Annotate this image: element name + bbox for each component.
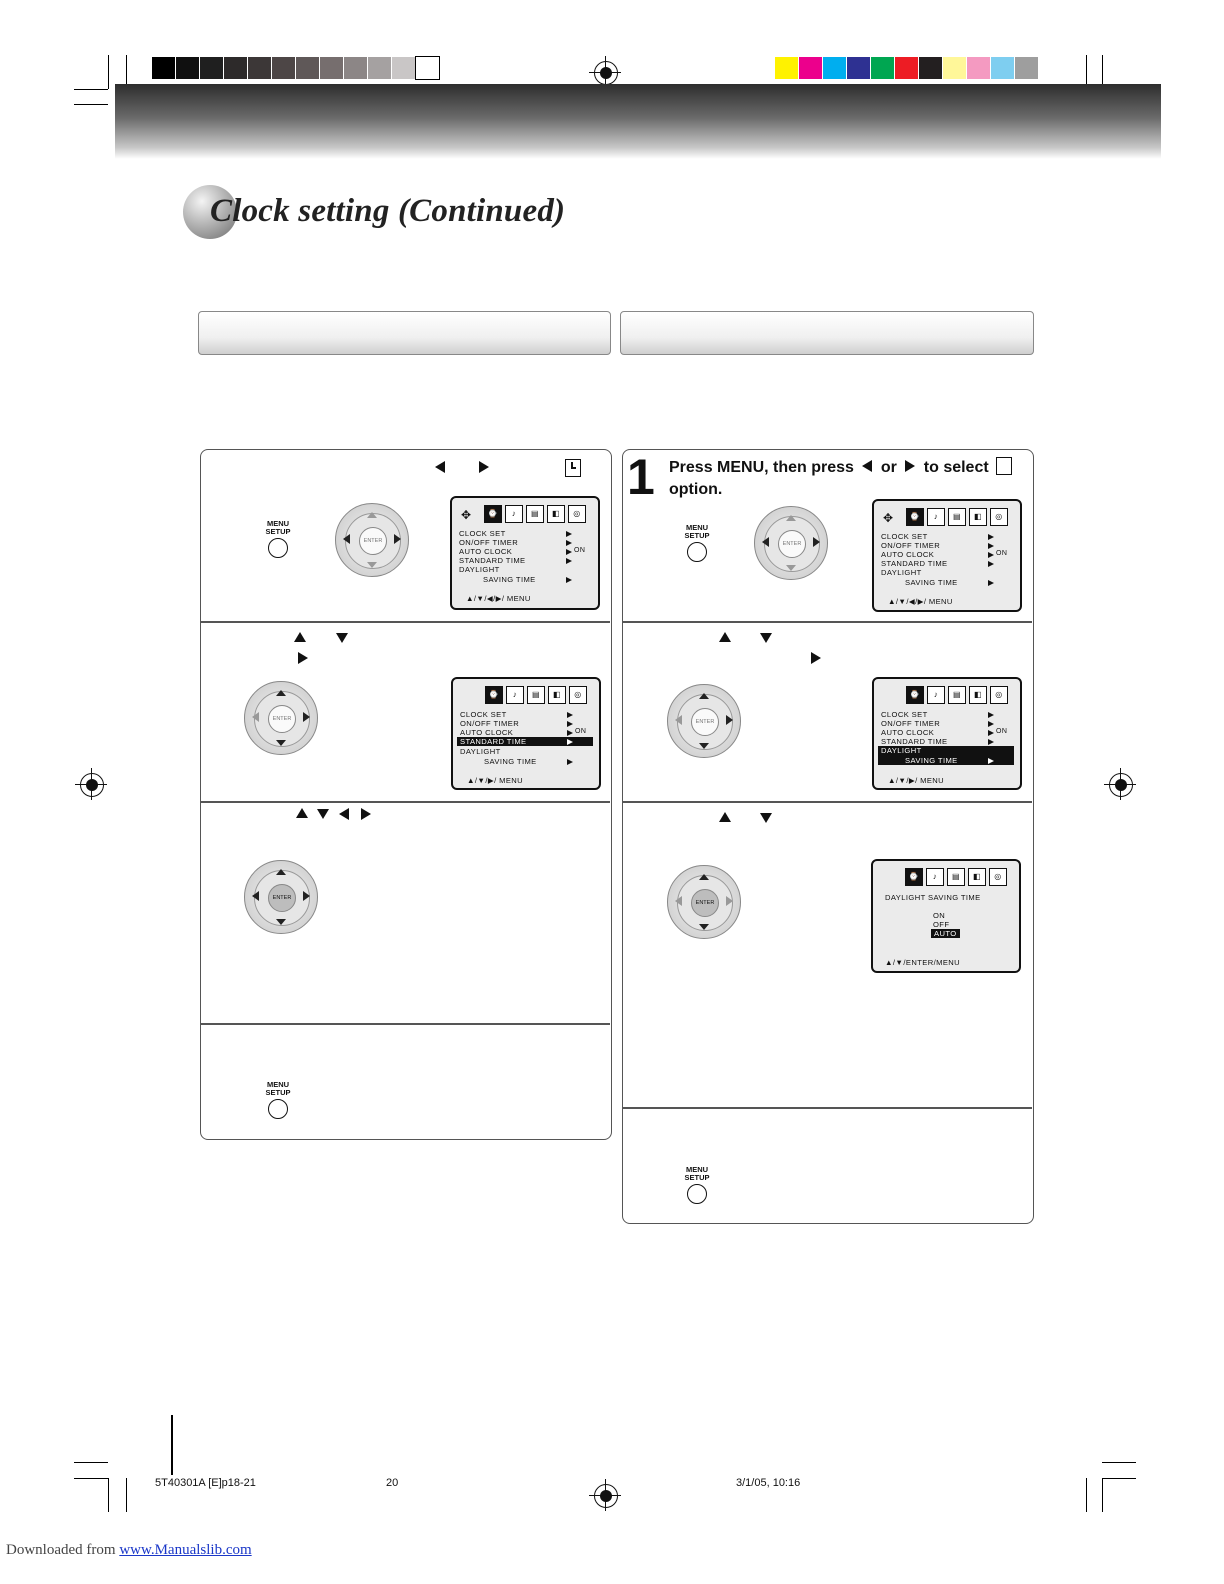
step-number: 1 (627, 449, 655, 505)
picture-tab-icon: ♪ (506, 686, 524, 704)
down-arrow-icon (699, 743, 709, 749)
submenu-arrow-icon (567, 759, 573, 765)
osd-option-on: ON (933, 911, 946, 920)
submenu-arrow-icon (988, 758, 994, 764)
enter-button[interactable]: ENTER (778, 530, 806, 558)
right-section-tab (620, 311, 1034, 355)
right-arrow-icon (479, 461, 489, 473)
lock-tab-icon: ◧ (968, 868, 986, 886)
right-arrow-icon (726, 896, 733, 906)
left-arrow-icon (675, 896, 682, 906)
clock-tab-icon: ⌚ (905, 868, 923, 886)
calibration-swatch (320, 57, 343, 79)
osd-option-auto-selected: AUTO (931, 929, 960, 938)
osd-saving-time: SAVING TIME (484, 757, 537, 766)
enter-button[interactable]: ENTER (268, 705, 296, 733)
osd-daylight: DAYLIGHT (881, 568, 922, 577)
submenu-arrow-icon (567, 721, 573, 727)
up-arrow-icon (294, 632, 306, 642)
dpad-up-down-enter[interactable] (667, 865, 741, 939)
margin-line (171, 1415, 173, 1475)
down-arrow-icon (276, 740, 286, 746)
submenu-arrow-icon (566, 540, 572, 546)
setup-label: SETUP (265, 527, 291, 536)
osd-saving-time: SAVING TIME (905, 578, 958, 587)
right-arrow-icon (303, 891, 310, 901)
crop-mark (74, 1462, 108, 1463)
left-arrow-icon (339, 808, 349, 820)
registration-mark (1109, 773, 1133, 797)
up-arrow-icon (719, 632, 731, 642)
button-circle (687, 1184, 707, 1204)
lock-tab-icon: ◧ (969, 508, 987, 526)
calibration-swatch (991, 57, 1014, 79)
header-band (115, 84, 1161, 159)
lock-tab-icon: ◧ (548, 686, 566, 704)
tape-tab-icon: ◎ (990, 686, 1008, 704)
step-1-instruction (669, 457, 1012, 501)
left-section-tab (198, 311, 611, 355)
crop-mark (74, 104, 108, 105)
osd-standard-time: STANDARD TIME (881, 559, 948, 568)
osd-auto-clock: AUTO CLOCK (881, 728, 935, 737)
downloaded-from-note (6, 1542, 252, 1559)
calibration-swatch (176, 57, 199, 79)
clock-tab-icon: ⌚ (906, 686, 924, 704)
calibration-swatch (416, 57, 439, 79)
osd-setup-menu-daylight-selected (872, 677, 1022, 790)
osd-saving-time: SAVING TIME (905, 756, 958, 765)
button-circle (268, 1099, 288, 1119)
calibration-swatch (272, 57, 295, 79)
osd-footer: ▲/▼/▶/ MENU (888, 776, 945, 785)
submenu-arrow-icon (566, 549, 572, 555)
submenu-arrow-icon (988, 739, 994, 745)
up-arrow-icon (296, 808, 308, 818)
tape-tab-icon: ◎ (568, 505, 586, 523)
lock-tab-icon: ◧ (969, 686, 987, 704)
picture-tab-icon: ♪ (927, 686, 945, 704)
right-arrow-icon (303, 712, 310, 722)
menu-label: MENU (685, 1165, 709, 1174)
step-divider (201, 1023, 610, 1025)
picture-tab-icon: ♪ (927, 508, 945, 526)
crop-mark (108, 1478, 109, 1512)
submenu-arrow-icon (566, 531, 572, 537)
submenu-arrow-icon (988, 580, 994, 586)
osd-setup-menu (872, 499, 1022, 612)
osd-onoff-timer: ON/OFF TIMER (881, 719, 941, 728)
calibration-swatch (943, 57, 966, 79)
instruction-text: or (880, 459, 897, 476)
up-arrow-icon (276, 869, 286, 875)
crop-mark (74, 1478, 108, 1479)
osd-standard-time: STANDARD TIME (881, 737, 948, 746)
auto-clock-value: ON (996, 550, 1008, 557)
left-arrow-icon (343, 534, 350, 544)
crop-mark (108, 55, 109, 89)
menu-setup-button[interactable] (258, 520, 298, 558)
enter-button[interactable]: ENTER (268, 884, 296, 912)
tape-tab-icon: ◎ (989, 868, 1007, 886)
osd-daylight-saving-menu (871, 859, 1021, 973)
move-cross-icon: ✥ (883, 511, 894, 525)
calibration-swatch (224, 57, 247, 79)
down-arrow-icon (367, 562, 377, 568)
move-cross-icon: ✥ (461, 508, 472, 522)
right-arrow-icon (726, 715, 733, 725)
osd-footer: ▲/▼/◀/▶/ MENU (466, 594, 531, 603)
calibration-swatch (847, 57, 870, 79)
osd-setup-menu-standard-selected (451, 677, 601, 790)
menu-label: MENU (266, 519, 290, 528)
footer-timestamp: 3/1/05, 10:16 (736, 1477, 801, 1489)
crop-mark (1102, 1478, 1136, 1479)
osd-footer: ▲/▼/ENTER/MENU (885, 958, 961, 967)
footer-page-number: 20 (386, 1477, 399, 1489)
submenu-arrow-icon (566, 577, 572, 583)
right-arrow-icon (905, 460, 915, 472)
down-arrow-icon (276, 919, 286, 925)
left-arrow-icon (252, 712, 259, 722)
dpad-left-right[interactable] (335, 503, 409, 577)
setup-tab-icon: ▤ (527, 686, 545, 704)
left-arrow-icon (762, 537, 769, 547)
instruction-text: Press MENU, then press (669, 459, 854, 476)
crop-mark (1086, 1478, 1087, 1512)
osd-daylight: DAYLIGHT (459, 565, 500, 574)
enter-button[interactable]: ENTER (359, 527, 387, 555)
setup-tab-icon: ▤ (526, 505, 544, 523)
up-arrow-icon (699, 874, 709, 880)
calibration-swatch (152, 57, 175, 79)
step-divider (623, 801, 1032, 803)
clock-tab-icon: ⌚ (485, 686, 503, 704)
menu-setup-button[interactable] (258, 1081, 298, 1119)
osd-dst-title: DAYLIGHT SAVING TIME (885, 893, 981, 902)
up-arrow-icon (699, 693, 709, 699)
enter-button[interactable]: ENTER (691, 889, 719, 917)
clock-tab-icon: ⌚ (484, 505, 502, 523)
dpad-left-right[interactable] (754, 506, 828, 580)
button-circle (687, 542, 707, 562)
setup-label: SETUP (684, 1173, 710, 1182)
osd-clock-set: CLOCK SET (460, 710, 507, 719)
calibration-swatch (871, 57, 894, 79)
step-divider (201, 801, 610, 803)
osd-clock-set: CLOCK SET (881, 710, 928, 719)
right-arrow-icon (813, 537, 820, 547)
calibration-swatch (248, 57, 271, 79)
step-divider (623, 1107, 1032, 1109)
submenu-arrow-icon (988, 721, 994, 727)
dpad-all-directions[interactable] (244, 860, 318, 934)
setup-label: SETUP (265, 1088, 291, 1097)
osd-clock-set: CLOCK SET (881, 532, 928, 541)
down-arrow-icon (317, 809, 329, 819)
crop-mark (74, 89, 108, 90)
picture-tab-icon: ♪ (926, 868, 944, 886)
osd-daylight: DAYLIGHT (881, 746, 922, 755)
submenu-arrow-icon (988, 552, 994, 558)
osd-auto-clock: AUTO CLOCK (460, 728, 514, 737)
down-arrow-icon (760, 813, 772, 823)
step-divider (201, 621, 610, 623)
registration-mark (594, 1484, 618, 1508)
menu-label: MENU (685, 523, 709, 532)
right-arrow-icon (811, 652, 821, 664)
calibration-swatch (296, 57, 319, 79)
submenu-arrow-icon (988, 730, 994, 736)
calibration-swatch (1015, 57, 1038, 79)
osd-footer: ▲/▼/◀/▶/ MENU (888, 597, 953, 606)
crop-mark (126, 1478, 127, 1512)
submenu-arrow-icon (566, 558, 572, 564)
auto-clock-value: ON (996, 728, 1008, 735)
up-arrow-icon (276, 690, 286, 696)
calibration-swatch (823, 57, 846, 79)
crop-mark (1102, 1462, 1136, 1463)
right-arrow-icon (361, 808, 371, 820)
down-arrow-icon (760, 633, 772, 643)
manualslib-link[interactable]: www.Manualslib.com (119, 1542, 252, 1558)
osd-daylight: DAYLIGHT (460, 747, 501, 756)
clock-icon (996, 457, 1012, 475)
registration-mark (80, 773, 104, 797)
tape-tab-icon: ◎ (990, 508, 1008, 526)
calibration-swatch (775, 57, 798, 79)
calibration-swatch (919, 57, 942, 79)
setup-tab-icon: ▤ (948, 508, 966, 526)
menu-label: MENU (266, 1080, 290, 1089)
submenu-arrow-icon (988, 543, 994, 549)
calibration-swatch (967, 57, 990, 79)
down-arrow-icon (699, 924, 709, 930)
step-divider (623, 621, 1032, 623)
up-arrow-icon (719, 812, 731, 822)
left-arrow-icon (862, 460, 872, 472)
calibration-swatch (200, 57, 223, 79)
footer-filename: 5T40301A [E]p18-21 (155, 1477, 256, 1489)
calibration-swatch (392, 57, 415, 79)
setup-label: SETUP (684, 531, 710, 540)
clock-tab-icon: ⌚ (906, 508, 924, 526)
submenu-arrow-icon (988, 534, 994, 540)
dpad-up-down-right[interactable] (667, 684, 741, 758)
instruction-text: to select (923, 459, 989, 476)
enter-button[interactable]: ENTER (691, 708, 719, 736)
osd-option-off: OFF (933, 920, 950, 929)
submenu-arrow-icon (567, 712, 573, 718)
down-arrow-icon (786, 565, 796, 571)
calibration-swatch (799, 57, 822, 79)
left-arrow-icon (435, 461, 445, 473)
osd-onoff-timer: ON/OFF TIMER (459, 538, 519, 547)
right-arrow-icon (298, 652, 308, 664)
dpad-up-down-right[interactable] (244, 681, 318, 755)
submenu-arrow-icon (567, 739, 573, 745)
up-arrow-icon (786, 515, 796, 521)
osd-onoff-timer: ON/OFF TIMER (460, 719, 520, 728)
picture-tab-icon: ♪ (505, 505, 523, 523)
registration-mark (594, 61, 618, 85)
submenu-arrow-icon (988, 561, 994, 567)
calibration-swatch (895, 57, 918, 79)
menu-setup-button[interactable] (677, 524, 717, 562)
lock-tab-icon: ◧ (547, 505, 565, 523)
tape-tab-icon: ◎ (569, 686, 587, 704)
left-arrow-icon (675, 715, 682, 725)
calibration-swatch (368, 57, 391, 79)
osd-saving-time: SAVING TIME (483, 575, 536, 584)
instruction-text: option. (669, 481, 723, 498)
submenu-arrow-icon (988, 712, 994, 718)
submenu-arrow-icon (567, 730, 573, 736)
button-circle (268, 538, 288, 558)
up-arrow-icon (367, 512, 377, 518)
calibration-swatch (344, 57, 367, 79)
osd-standard-time: STANDARD TIME (459, 556, 526, 565)
osd-onoff-timer: ON/OFF TIMER (881, 541, 941, 550)
osd-clock-set: CLOCK SET (459, 529, 506, 538)
osd-standard-time: STANDARD TIME (460, 737, 527, 746)
auto-clock-value: ON (574, 547, 586, 554)
crop-mark (1102, 1478, 1103, 1512)
auto-clock-value: ON (575, 728, 587, 735)
right-arrow-icon (394, 534, 401, 544)
down-arrow-icon (336, 633, 348, 643)
clock-icon (565, 459, 581, 477)
left-arrow-icon (252, 891, 259, 901)
osd-auto-clock: AUTO CLOCK (881, 550, 935, 559)
osd-footer: ▲/▼/▶/ MENU (467, 776, 524, 785)
menu-setup-button[interactable] (677, 1166, 717, 1204)
downloaded-prefix: Downloaded from (6, 1542, 120, 1558)
setup-tab-icon: ▤ (948, 686, 966, 704)
page-title: Clock setting (Continued) (210, 193, 566, 229)
setup-tab-icon: ▤ (947, 868, 965, 886)
osd-auto-clock: AUTO CLOCK (459, 547, 513, 556)
osd-setup-menu (450, 496, 600, 610)
